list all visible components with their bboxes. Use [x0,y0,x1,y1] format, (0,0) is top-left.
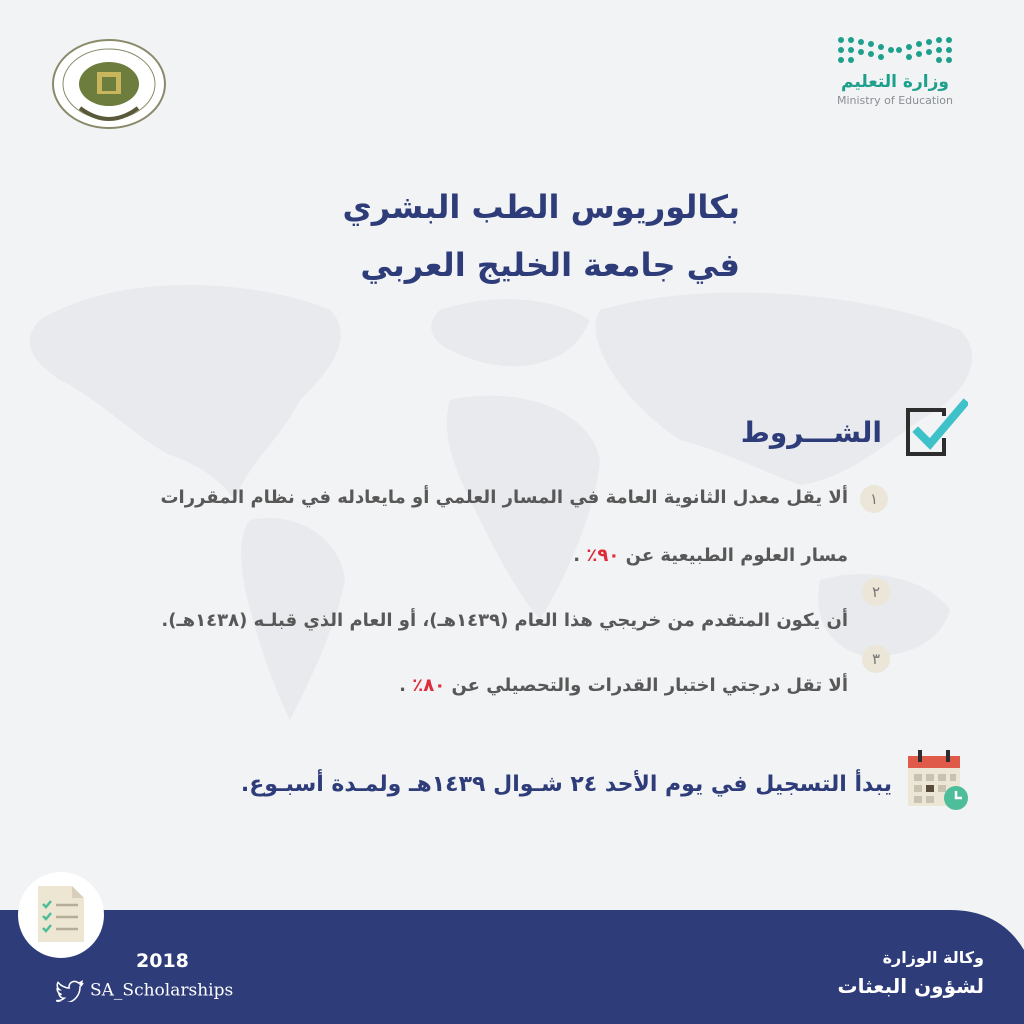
twitter-handle-text[interactable]: SA_Scholarships [90,980,234,1001]
title-line-2: في جامعة الخليج العربي [360,246,740,284]
moe-logo [800,34,990,124]
agency-line-2: لشؤون البعثات [837,974,984,998]
twitter-handle[interactable] [56,980,233,1002]
condition-number-2: ٢ [862,578,890,606]
condition-3-line [399,675,848,696]
moe-dots-mark [835,34,955,68]
page-title [180,178,740,294]
checklist-document-icon [34,884,88,944]
moe-name-english: Ministry of Education [836,94,953,107]
condition-1-line-2 [573,545,848,566]
condition-3-percent: ٨٠٪ [412,675,446,696]
condition-2-text: أن يكون المتقدم من خريجي هذا العام (١٤٣٩هـ)، أو العام الذي قبلـه (١٤٣٨هـ). [161,610,848,631]
calendar-clock-icon [904,748,970,812]
condition-1-text: مسار العلوم الطبيعية عن [625,545,848,566]
year-label: 2018 [136,950,189,972]
agency-line-1: وكالة الوزارة [882,948,984,967]
condition-1-period: . [573,545,581,566]
condition-3-period: . [399,675,406,696]
condition-1-line-1: ألا يقل معدل الثانوية العامة في المسار العلمي أو مايعادله في نظام المقررات [160,487,848,508]
checkbox-check-icon [902,398,968,460]
conditions-heading: الشـــروط [740,416,882,449]
condition-number-3: ٣ [862,645,890,673]
twitter-bird-icon [56,980,84,1002]
moe-name-arabic: وزارة التعليم [841,72,949,92]
agu-logo [50,38,168,130]
condition-number-1: ١ [860,485,888,513]
title-line-1: بكالوريوس الطب البشري [342,188,740,226]
registration-text: يبدأ التسجيل في يوم الأحد ٢٤ شـوال ١٤٣٩هـ ولمـدة أسبـوع. [240,772,892,797]
condition-1-percent: ٩٠٪ [586,545,620,566]
condition-3-text: ألا تقل درجتي اختبار القدرات والتحصيلي عن [451,675,848,696]
